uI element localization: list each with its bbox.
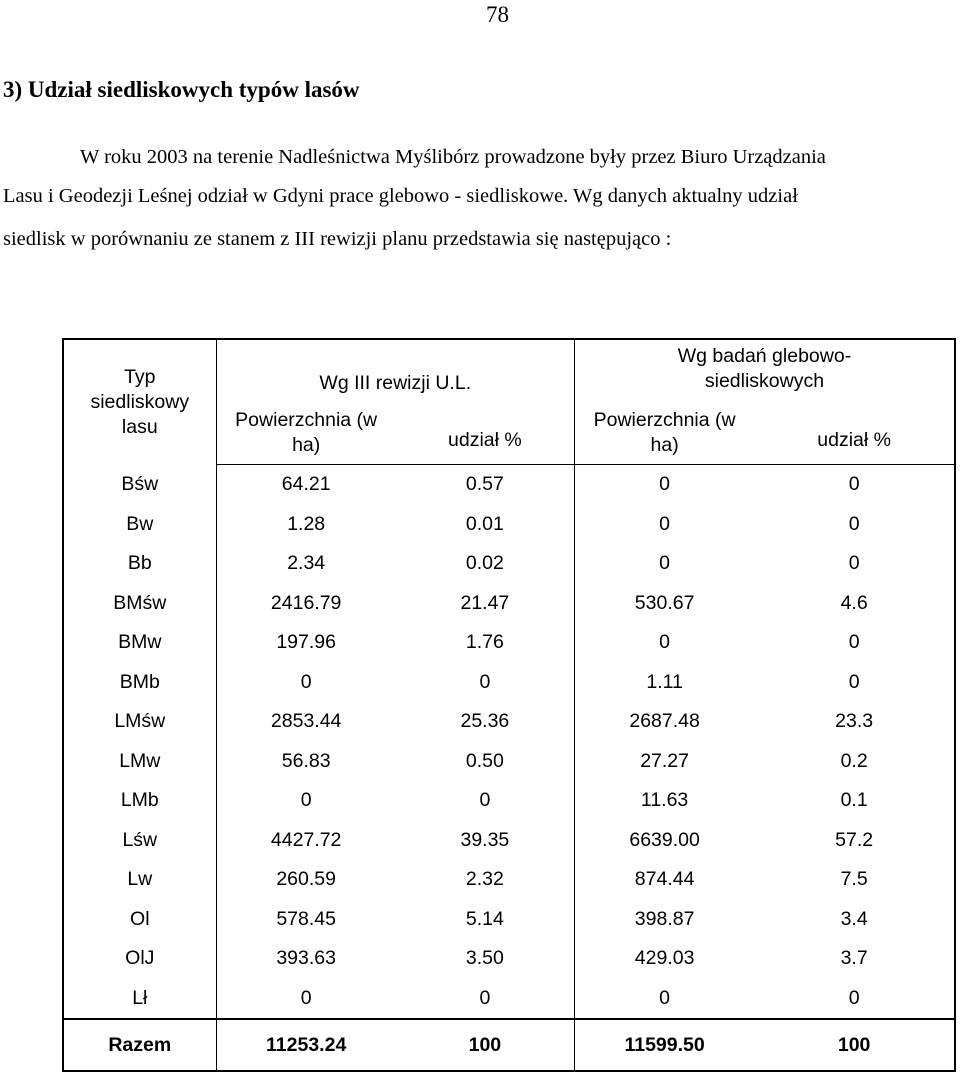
cell-share-revision: 2.32 xyxy=(465,868,504,891)
cell-area-revision: 0 xyxy=(300,986,312,1009)
cell-habitat-type: Bb xyxy=(63,544,216,584)
paragraph-line-3: siedlisk w porównaniu ze stanem z III rewizji planu przedstawia się następująco : xyxy=(3,228,672,250)
cell-area-revision: 2853.44 xyxy=(270,710,342,733)
cell-habitat-type: Bw xyxy=(63,505,216,545)
header-area-revision: Powierzchnia (w ha) xyxy=(216,402,396,465)
cell-area-revision: 0 xyxy=(300,789,312,812)
total-label: Razem xyxy=(63,1019,216,1071)
cell-area-survey: 530.67 xyxy=(574,584,754,624)
cell-area-survey: 0 xyxy=(574,544,754,584)
cell-share-survey: 0 xyxy=(848,512,860,535)
cell-share-revision: 5.14 xyxy=(465,907,504,930)
cell-share-revision: 0.02 xyxy=(465,552,504,575)
header-area-survey: Powierzchnia (w ha) xyxy=(574,402,754,465)
cell-share-revision: 0 xyxy=(479,986,491,1009)
cell-area-revision: 2.34 xyxy=(287,552,326,575)
header-habitat-type: Typ siedliskowy lasu xyxy=(63,339,216,465)
total-share-survey: 100 xyxy=(754,1019,955,1071)
cell-share-revision: 1.76 xyxy=(465,631,504,654)
cell-habitat-type: Lł xyxy=(63,979,216,1020)
paragraph-line-2: Lasu i Geodezji Leśnej odział w Gdyni prace glebowo - siedliskowe. Wg danych aktualny udział xyxy=(3,185,798,207)
cell-habitat-type: LMw xyxy=(63,742,216,782)
paragraph-line-1: W roku 2003 na terenie Nadleśnictwa Myślibórz prowadzone były przez Biuro Urządzania xyxy=(80,146,826,168)
cell-habitat-type: Bśw xyxy=(63,465,216,505)
cell-habitat-type: BMśw xyxy=(63,584,216,624)
cell-share-survey: 3.4 xyxy=(840,907,868,930)
cell-share-survey: 4.6 xyxy=(840,591,868,614)
cell-share-survey: 7.5 xyxy=(840,868,868,891)
cell-area-survey: 1.11 xyxy=(574,663,754,703)
table-row xyxy=(63,742,955,782)
cell-share-survey: 0 xyxy=(848,552,860,575)
cell-habitat-type: Lw xyxy=(63,860,216,900)
header-group-survey: Wg badań glebowo-siedliskowych xyxy=(574,339,955,402)
table-row xyxy=(63,505,955,545)
cell-share-survey: 57.2 xyxy=(835,828,874,851)
cell-area-revision: 578.45 xyxy=(276,907,336,930)
cell-area-revision: 197.96 xyxy=(276,631,336,654)
cell-area-survey: 874.44 xyxy=(574,860,754,900)
cell-share-survey: 0.1 xyxy=(840,789,868,812)
cell-share-survey: 0 xyxy=(848,631,860,654)
total-share-revision: 100 xyxy=(396,1019,575,1071)
cell-habitat-type: BMw xyxy=(63,623,216,663)
table-row xyxy=(63,939,955,979)
table-row xyxy=(63,465,955,505)
cell-share-survey: 3.7 xyxy=(840,947,868,970)
cell-area-survey: 0 xyxy=(574,465,754,505)
cell-area-survey: 429.03 xyxy=(574,939,754,979)
cell-area-revision: 0 xyxy=(300,670,312,693)
table-row xyxy=(63,623,955,663)
cell-area-survey: 27.27 xyxy=(574,742,754,782)
cell-share-revision: 0 xyxy=(479,670,491,693)
cell-area-survey: 398.87 xyxy=(574,900,754,940)
cell-area-revision: 393.63 xyxy=(276,947,336,970)
cell-share-revision: 25.36 xyxy=(460,710,510,733)
cell-share-survey: 0 xyxy=(848,473,860,496)
cell-area-survey: 6639.00 xyxy=(574,821,754,861)
cell-area-revision: 64.21 xyxy=(281,473,331,496)
page-number: 78 xyxy=(486,2,509,27)
cell-area-revision: 2416.79 xyxy=(270,591,342,614)
cell-habitat-type: Ol xyxy=(63,900,216,940)
total-area-survey: 11599.50 xyxy=(574,1019,754,1071)
table-row xyxy=(63,821,955,861)
header-share-survey: udział % xyxy=(754,402,955,465)
habitat-share-table xyxy=(62,338,956,1072)
cell-share-revision: 0 xyxy=(479,789,491,812)
cell-share-revision: 21.47 xyxy=(460,591,510,614)
total-row xyxy=(63,1019,955,1071)
table-row xyxy=(63,979,955,1020)
table-row xyxy=(63,781,955,821)
cell-area-survey: 0 xyxy=(574,623,754,663)
total-area-revision: 11253.24 xyxy=(216,1019,396,1071)
header-share-revision: udział % xyxy=(396,402,575,465)
cell-share-revision: 0.01 xyxy=(465,512,504,535)
table-row xyxy=(63,663,955,703)
cell-area-survey: 11.63 xyxy=(574,781,754,821)
cell-area-revision: 56.83 xyxy=(281,749,331,772)
cell-share-revision: 0.57 xyxy=(465,473,504,496)
cell-share-survey: 23.3 xyxy=(835,710,874,733)
cell-share-survey: 0 xyxy=(848,670,860,693)
cell-area-survey: 0 xyxy=(574,505,754,545)
header-group-revision: Wg III rewizji U.L. xyxy=(319,372,472,394)
cell-share-survey: 0.2 xyxy=(840,749,868,772)
cell-area-survey: 0 xyxy=(574,979,754,1020)
cell-share-revision: 0.50 xyxy=(465,749,504,772)
cell-habitat-type: OlJ xyxy=(63,939,216,979)
cell-share-revision: 39.35 xyxy=(460,828,510,851)
cell-area-revision: 4427.72 xyxy=(270,828,342,851)
cell-area-revision: 260.59 xyxy=(276,868,336,891)
cell-area-survey: 2687.48 xyxy=(574,702,754,742)
cell-habitat-type: Lśw xyxy=(63,821,216,861)
table-row xyxy=(63,702,955,742)
table-row xyxy=(63,860,955,900)
table-body xyxy=(63,465,955,1072)
table-row xyxy=(63,584,955,624)
table-row xyxy=(63,544,955,584)
cell-habitat-type: LMb xyxy=(63,781,216,821)
cell-share-survey: 0 xyxy=(848,986,860,1009)
cell-area-revision: 1.28 xyxy=(287,512,326,535)
table-row xyxy=(63,900,955,940)
section-heading: 3) Udział siedliskowych typów lasów xyxy=(3,77,360,102)
cell-share-revision: 3.50 xyxy=(465,947,504,970)
cell-habitat-type: BMb xyxy=(63,663,216,703)
cell-habitat-type: LMśw xyxy=(63,702,216,742)
